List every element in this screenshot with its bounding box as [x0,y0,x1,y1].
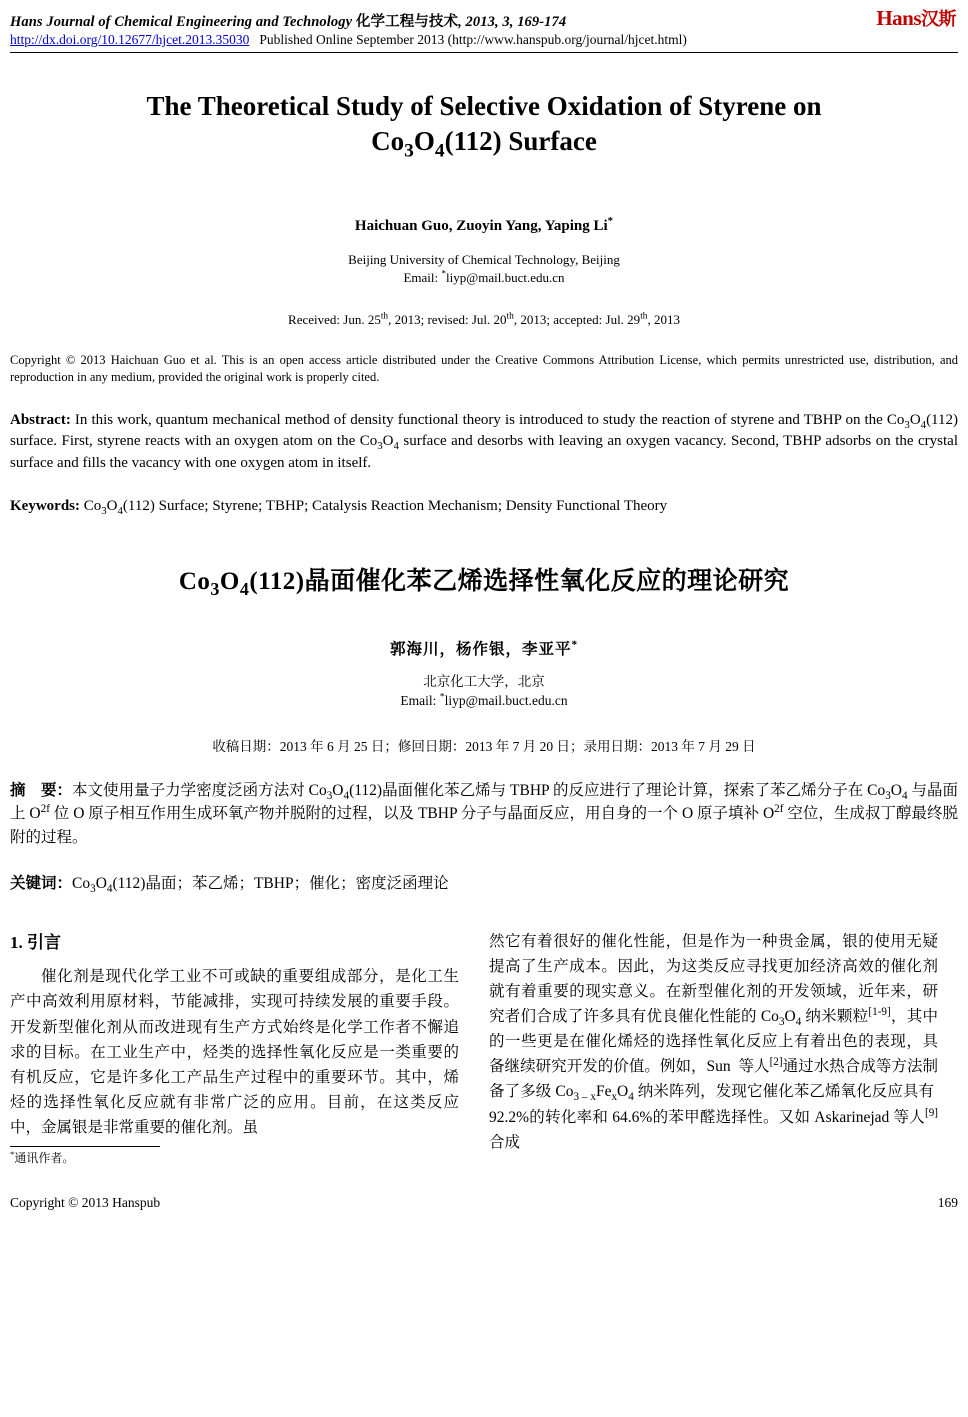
abstract-en-label: Abstract: [10,411,71,428]
keywords-en-label: Keywords: [10,497,80,514]
authors-en [10,215,958,235]
journal-header [10,8,958,31]
copyright-notice: Copyright © 2013 Haichuan Guo et al. This is an open access article distributed under the Creative Commons Attribution License, which permits unrestricted use, distribution, and reproduction in any medium, provided the original work is properly cited. [10,353,958,385]
dates-en: Received: Jun. 25th, 2013; revised: Jul. 20th, 2013; accepted: Jul. 29th, 2013 [288,311,680,328]
body-column-left [10,929,459,1169]
journal-title-line [10,8,566,31]
affiliation-cn [10,673,958,711]
authors-en-names: Haichuan Guo, Zuoyin Yang, Yaping Li [354,218,608,235]
email-en-row [10,269,958,287]
email-en-label: Email: [403,269,442,285]
title-formula-suffix: (112) Surface [444,125,597,156]
keywords-cn: 关键词：$Co_3O_4(112)$晶面；苯乙烯；TBHP；催化；密度泛函理论 [10,874,449,895]
doi-row [10,32,958,48]
footer-copyright: Copyright © 2013 Hanspub [10,1194,161,1210]
body-column-right [489,929,938,1169]
journal-title-en: Hans Journal of Chemical Engineering and Technology [10,14,353,30]
affiliation-cn-text: 北京化工大学，北京 [423,674,545,690]
hans-logo-text: Hans [876,6,921,30]
footnote-text: *通讯作者。 [10,1149,75,1166]
title-line-1: The Theoretical Study of Selective Oxidation of Styrene on [146,91,822,121]
journal-issue: , 2013, 3, 169-174 [458,14,567,30]
email-cn-row [10,692,958,711]
abstract-cn: 摘 要：本文使用量子力学密度泛函方法对 $Co_3O_4(112)$晶面催化苯乙烯与 TBHP 的反应进行了理论计算，探索了苯乙烯分子在 $Co_3O_4$ 与晶面上 $O^{2f}$ 位 O 原子相互作用生成环氧产物并脱附的过程，以及 TBHP 分子与晶面反应，用自身的一个 O 原子填补 $O^{2f}$ 空位，生成叔丁醇最终脱附的过程。 [10,781,958,846]
affiliation-en [10,251,958,286]
section-title: 引言 [27,932,61,952]
footnote-divider [10,1146,160,1147]
footnote-area [10,1146,459,1168]
authors-cn: 郭海川，杨作银，李亚平* [389,638,579,659]
title-sub-3: 3 [404,139,414,161]
email-cn-address: liyp@mail.buct.edu.cn [444,693,568,709]
journal-title-cn: 化学工程与技术 [355,14,459,30]
email-cn-mark: * [439,691,445,703]
title-sub-4: 4 [434,139,445,161]
email-cn-label: Email: [400,693,440,709]
hans-logo-cn: 汉斯 [921,9,956,29]
section-heading [10,929,459,957]
header-divider [10,52,958,53]
title-formula-prefix: Co [371,125,405,156]
email-en-mark: * [441,269,447,280]
section-number: 1. [10,932,23,952]
corresponding-author-mark: * [607,215,614,228]
abstract-cn-label: 摘 要： [10,781,73,799]
page-number: 169 [937,1194,958,1210]
affiliation-en-text: Beijing University of Chemical Technology, Beijing [348,252,620,268]
footnote-label: 通讯作者。 [14,1151,75,1166]
body-columns [10,929,958,1169]
dates-cn: 收稿日期：2013 年 6 月 25 日；修回日期：2013 年 7 月 20 日；录用日期：2013 年 7 月 29 日 [212,738,756,754]
abstract-en: Abstract: In this work, quantum mechanical method of density functional theory is introduced to study the reaction of styrene and TBHP on the $Co_3O_4(112)$ surface. First, styrene reacts with an oxygen atom on the $Co_3O_4$ surface and desorbs with leaving an oxygen vacancy. Second, TBHP adsorbs on the crystal surface and fills the vacancy with one oxygen atom in itself. [10,411,958,471]
paragraph-left-1: 催化剂是现代化学工业不可或缺的重要组成部分，是化工生产中高效利用原材料，节能减排，实现可持续发展的重要手段。开发新型催化剂从而改进现有生产方式始终是化学工作者不懈追求的目标。在工业生产中，烃类的选择性氧化反应是一类重要的有机反应，它是许多化工产品生产过程中的重要环节。其中，烯烃的选择性氧化反应就有非常广泛的应用。目前，在这类反应中，金属银是非常重要的催化剂。虽 [10,968,459,1136]
title-line-2 [64,124,904,159]
title-formula-o: O [413,125,435,156]
page-title [64,89,904,161]
hans-logo [876,8,958,29]
page-title-cn: $Co_3O_4(112)$晶面催化苯乙烯选择性氧化反应的理论研究 [178,568,790,600]
doi-link[interactable]: http://dx.doi.org/10.12677/hjcet.2013.35030 [10,32,250,47]
keywords-cn-label: 关键词： [10,874,73,892]
paragraph-right-1: 然它有着很好的催化性能，但是作为一种贵金属，银的使用无疑提高了生产成本。因此，为这类反应寻找更加经济高效的催化剂就有着重要的现实意义。在新型催化剂的开发领域，近年来，研究者们合成了许多具有优良催化性能的 $Co_3O_4$ 纳米颗粒[1-9]，其中的一些更是在催化烯烃的选择性氧化反应上有着出色的表现，具备继续研究开发的价值。例如，Sun 等人[2]通过水热合成等方法制备了多级 $Co_{3 - x}Fe_xO_4$ 纳米阵列，发现它催化苯乙烯氧化反应具有 92.2%的转化率和 64.6%的苯甲醛选择性。又如 Askarinejad 等人[9]合成 [489,932,939,1151]
email-en-address: liyp@mail.buct.edu.cn [446,269,565,285]
keywords-en: Keywords: $Co_3O_4(112)$ Surface; Styrene; TBHP; Catalysis Reaction Mechanism; Density Functional Theory [10,497,668,517]
page-footer [10,1195,958,1219]
published-online-text: Published Online September 2013 (http://www.hanspub.org/journal/hjcet.html) [259,32,687,47]
